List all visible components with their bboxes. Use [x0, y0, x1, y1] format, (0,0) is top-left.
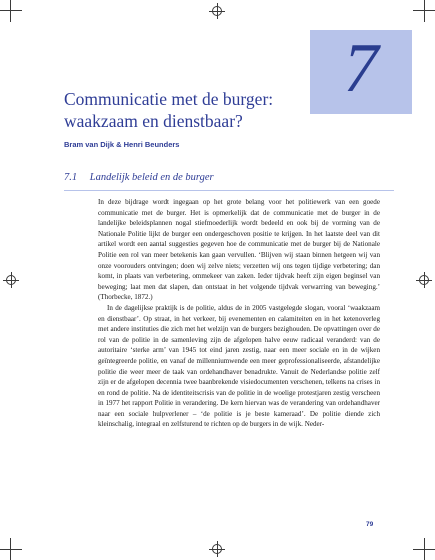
- body-text: [98, 197, 380, 430]
- registration-mark: [212, 6, 222, 16]
- crop-mark: [10, 538, 11, 560]
- registration-mark: [6, 275, 16, 285]
- crop-mark: [424, 0, 425, 22]
- crop-mark: [0, 10, 22, 11]
- section-heading: [64, 172, 214, 183]
- crop-mark: [10, 0, 11, 22]
- chapter-title: [64, 88, 304, 132]
- chapter-title-line-2: waakzaam en dienstbaar?: [64, 111, 243, 131]
- section-title: Landelijk beleid en de burger: [89, 172, 214, 183]
- chapter-number: 7: [343, 30, 379, 107]
- section-rule: [64, 190, 394, 191]
- registration-mark: [419, 275, 429, 285]
- section-number: 7.1: [64, 172, 78, 183]
- crop-mark: [424, 538, 425, 560]
- paragraph: In de dagelijkse praktijk is de politie, aldus de in 2005 vastgelegde slogan, vooral ‘waakzaam en dienstbaar’. Op straat, in het verkeer, bij evenementen en calamiteiten en in het ketenoverleg met andere instituties die zich met het welzijn van de burgers bezighouden. De opvattingen over de rol van de politie in de samenleving zijn de afgelopen halve eeuw radicaal veranderd: van de autoritaire ‘sterke arm’ van 1945 tot eind jaren zestig, naar een meer sociale en in de wijken geïntegreerde politie, en vanaf de millenniumwende een meer geprofessionaliseerde, afstandelijke politie die weer meer de taak van ordehandhaver benadrukte. Vanuit de Nederlandse politie zelf zijn er de afgelopen decennia twee baanbrekende visiedocumenten verschenen, telkens na crises in en rond de politie. Na de identiteitscrisis van de politie in de woelige protestjaren zestig verscheen in 1977 het rapport Politie in verandering. De kern hiervan was de verandering van ordehandhaver naar een sociale hulpverlener – ‘de politie is je beste kameraad’. De politie diende zich kleinschalig, integraal en zelfsturend te richten op de burgers in de wijk. Neder-: [98, 303, 380, 429]
- chapter-title-line-1: Communicatie met de burger:: [64, 89, 274, 109]
- paragraph: In deze bijdrage wordt ingegaan op het grote belang voor het politiewerk van een goede communicatie met de burger. Het is opmerkelijk dat de communicatie met de burger in de landelijke beleidsplannen nogal stiefmoederlijk wordt bedeeld en ook bij de vorming van de Nationale Politie lijkt de burger een ondergeschoven positie te krijgen. In het laatste deel van dit artikel wordt een aantal suggesties gegeven hoe de communicatie met de burger bij de Nationale Politie een rol van meer betekenis kan gaan vervullen. ‘Blijven wij staan binnen hetgeen wij van onze voorouders ontvingen; doen wij zelve niets; verzetten wij ons tegen tijdige verbetering; dan komt, in plaats van verbetering, ommekeer van zaken. Ieder tijdvak heeft zijn eigen beginsel van beweging; laat men dat slapen, dan ontstaat in het volgende tijdvak verwarring van beweging.’ (Thorbecke, 1872.): [98, 198, 380, 302]
- page-number: 79: [366, 521, 374, 528]
- authors: Bram van Dijk & Henri Beunders: [64, 140, 180, 149]
- chapter-number-box: [310, 30, 412, 114]
- registration-mark: [212, 544, 222, 554]
- crop-mark: [0, 549, 22, 550]
